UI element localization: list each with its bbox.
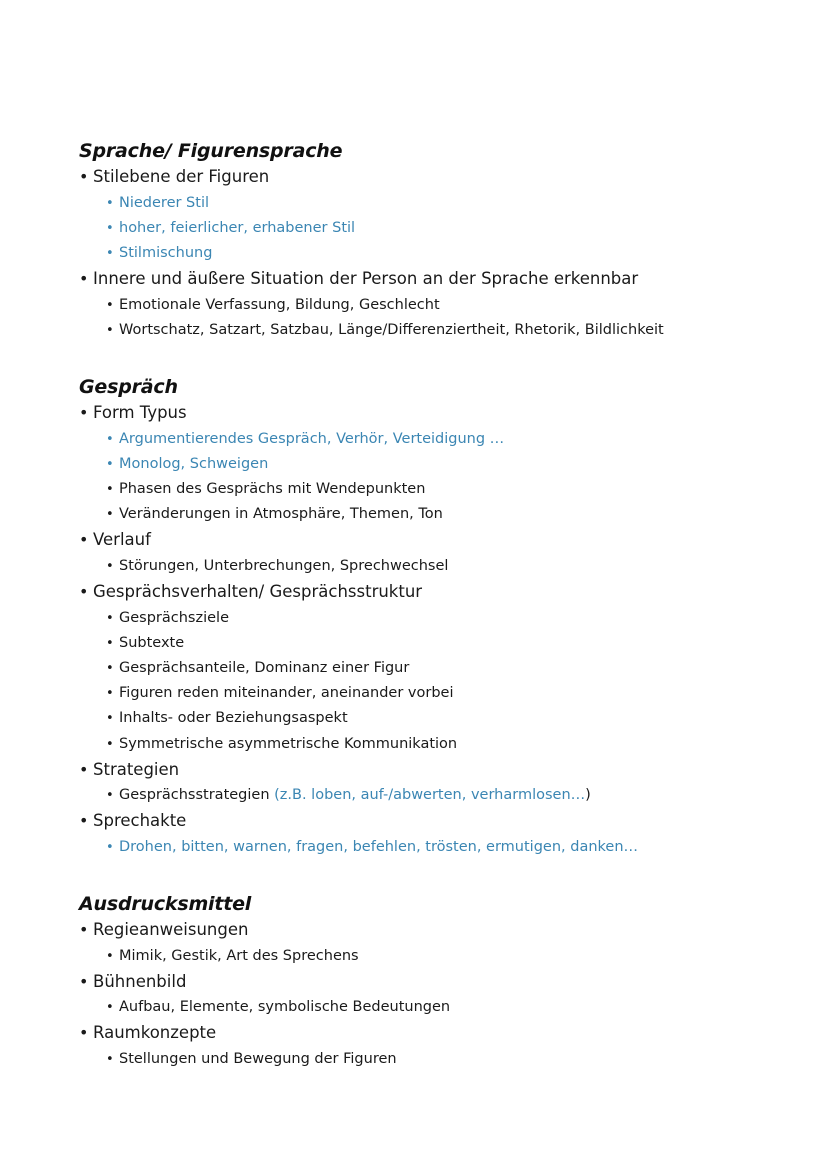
sub-list-item-label: Subtexte [119, 634, 185, 651]
list-item [79, 527, 799, 579]
sub-bullet-list [93, 944, 799, 969]
sub-list-item [93, 783, 799, 808]
list-item-label: Sprechakte [93, 811, 187, 831]
sub-list-item-label: Niederer Stil [119, 194, 210, 211]
list-item-label: Raumkonzepte [93, 1023, 217, 1043]
bullet-icon: • [106, 948, 114, 964]
bullet-icon: • [106, 610, 114, 626]
sub-bullet-list [93, 835, 799, 860]
bullet-icon: • [79, 530, 89, 550]
bullet-icon: • [106, 431, 114, 447]
list-item-label: Innere und äußere Situation der Person an der Sprache erkennbar [93, 269, 639, 289]
sub-list-item-label: Wortschatz, Satzart, Satzbau, Länge/Differenziertheit, Rhetorik, Bildlichkeit [119, 321, 664, 338]
sub-list-item [93, 606, 799, 631]
list-item [79, 917, 799, 969]
sub-list-item-label: Gesprächsstrategien [119, 787, 275, 804]
bullet-icon: • [106, 686, 114, 702]
bullet-icon: • [79, 269, 89, 289]
bullet-icon: • [79, 811, 89, 831]
list-item-label: Regieanweisungen [93, 920, 249, 939]
bullet-icon: • [106, 481, 114, 497]
closing-paren: ) [585, 787, 591, 804]
sub-list-item [93, 706, 799, 731]
sub-list-item-label: Störungen, Unterbrechungen, Sprechwechsel [119, 557, 449, 574]
section-heading: Ausdrucksmittel [79, 893, 252, 915]
sub-list-item [93, 656, 799, 681]
list-item [79, 400, 799, 527]
list-item [79, 969, 799, 1021]
section-sprache-figurensprache [79, 138, 799, 343]
sub-list-item-label: Figuren reden miteinander, aneinander vorbei [119, 685, 454, 702]
bullet-icon: • [106, 635, 114, 651]
sub-list-item [93, 293, 799, 318]
bullet-icon: • [106, 322, 114, 338]
sub-list-item-label: Phasen des Gesprächs mit Wendepunkten [119, 480, 426, 497]
sub-list-item [93, 318, 799, 343]
bullet-icon: • [106, 220, 114, 236]
bullet-icon: • [79, 403, 89, 422]
sub-bullet-list [93, 1047, 799, 1072]
sub-list-item [93, 631, 799, 656]
sub-bullet-list [93, 783, 799, 808]
bullet-list [79, 917, 799, 1072]
sub-list-item-label: hoher, feierlicher, erhabener Stil [119, 219, 356, 236]
list-item [79, 808, 799, 860]
bullet-list [79, 400, 799, 860]
list-item-label: Verlauf [93, 530, 151, 550]
sub-list-item [93, 216, 799, 241]
bullet-icon: • [106, 507, 114, 523]
bullet-icon: • [106, 456, 114, 472]
example-highlight: (z.B. loben, auf-/abwerten, verharmlosen… [274, 787, 586, 804]
bullet-icon: • [106, 839, 114, 855]
bullet-icon: • [106, 660, 114, 676]
sub-bullet-list [93, 191, 799, 267]
list-item-label: Bühnenbild [93, 971, 187, 991]
bullet-icon: • [106, 711, 114, 727]
section-heading: Gespräch [79, 376, 178, 398]
list-item-label: Form Typus [93, 403, 187, 422]
sub-list-item-label: Mimik, Gestik, Art des Sprechens [119, 947, 359, 964]
sub-list-item-label: Symmetrische asymmetrische Kommunikation [119, 735, 458, 752]
bullet-icon: • [106, 558, 114, 574]
bullet-icon: • [106, 788, 114, 804]
sub-bullet-list [93, 606, 799, 757]
bullet-icon: • [106, 195, 114, 211]
list-item-label: Gesprächsverhalten/ Gesprächsstruktur [93, 582, 423, 602]
sub-list-item [93, 995, 799, 1020]
bullet-icon: • [106, 1051, 114, 1067]
sub-list-item [93, 554, 799, 579]
sub-bullet-list [93, 995, 799, 1020]
list-item [79, 579, 799, 757]
sub-list-item [93, 241, 799, 266]
sub-list-item [93, 502, 799, 527]
bullet-icon: • [106, 1000, 114, 1016]
list-item-label: Strategien [93, 759, 180, 779]
section-heading: Sprache/ Figurensprache [79, 140, 343, 162]
sub-list-item-label: Monolog, Schweigen [119, 455, 269, 472]
list-item-label: Stilebene der Figuren [93, 167, 270, 186]
bullet-icon: • [106, 736, 114, 752]
sub-list-item [93, 681, 799, 706]
section-gespräch [79, 374, 799, 860]
sub-list-item-label: Gesprächsziele [119, 609, 229, 626]
sub-list-item [93, 732, 799, 757]
bullet-icon: • [79, 582, 89, 602]
sub-bullet-list [93, 293, 799, 343]
sub-list-item-label: Gesprächsanteile, Dominanz einer Figur [119, 659, 410, 676]
sub-bullet-list [93, 427, 799, 528]
sub-list-item-label: Stellungen und Bewegung der Figuren [119, 1050, 397, 1067]
bullet-icon: • [79, 920, 89, 939]
bullet-list [79, 164, 799, 343]
bullet-icon: • [79, 167, 89, 186]
bullet-icon: • [106, 245, 114, 261]
list-item [79, 757, 799, 809]
section-ausdrucksmittel [79, 891, 799, 1072]
sub-list-item-label: Drohen, bitten, warnen, fragen, befehlen, trösten, ermutigen, danken… [119, 838, 639, 855]
bullet-icon: • [79, 759, 89, 779]
bullet-icon: • [106, 297, 114, 313]
sub-list-item [93, 191, 799, 216]
sub-bullet-list [93, 554, 799, 579]
list-item [79, 1020, 799, 1072]
sub-list-item [93, 427, 799, 452]
sub-list-item-label: Emotionale Verfassung, Bildung, Geschlecht [119, 296, 440, 313]
sub-list-item [93, 1047, 799, 1072]
list-item [79, 164, 799, 266]
sub-list-item-label: Veränderungen in Atmosphäre, Themen, Ton [119, 506, 443, 523]
sub-list-item-label: Inhalts- oder Beziehungsaspekt [119, 710, 348, 727]
sub-list-item-label: Argumentierendes Gespräch, Verhör, Verteidigung … [119, 430, 505, 447]
bullet-icon: • [79, 971, 89, 991]
sub-list-item [93, 477, 799, 502]
sub-list-item [93, 835, 799, 860]
sub-list-item [93, 944, 799, 969]
bullet-icon: • [79, 1023, 89, 1043]
sub-list-item-label: Stilmischung [119, 244, 213, 261]
sub-list-item-label: Aufbau, Elemente, symbolische Bedeutungen [119, 999, 451, 1016]
sub-list-item [93, 452, 799, 477]
list-item [79, 266, 799, 343]
